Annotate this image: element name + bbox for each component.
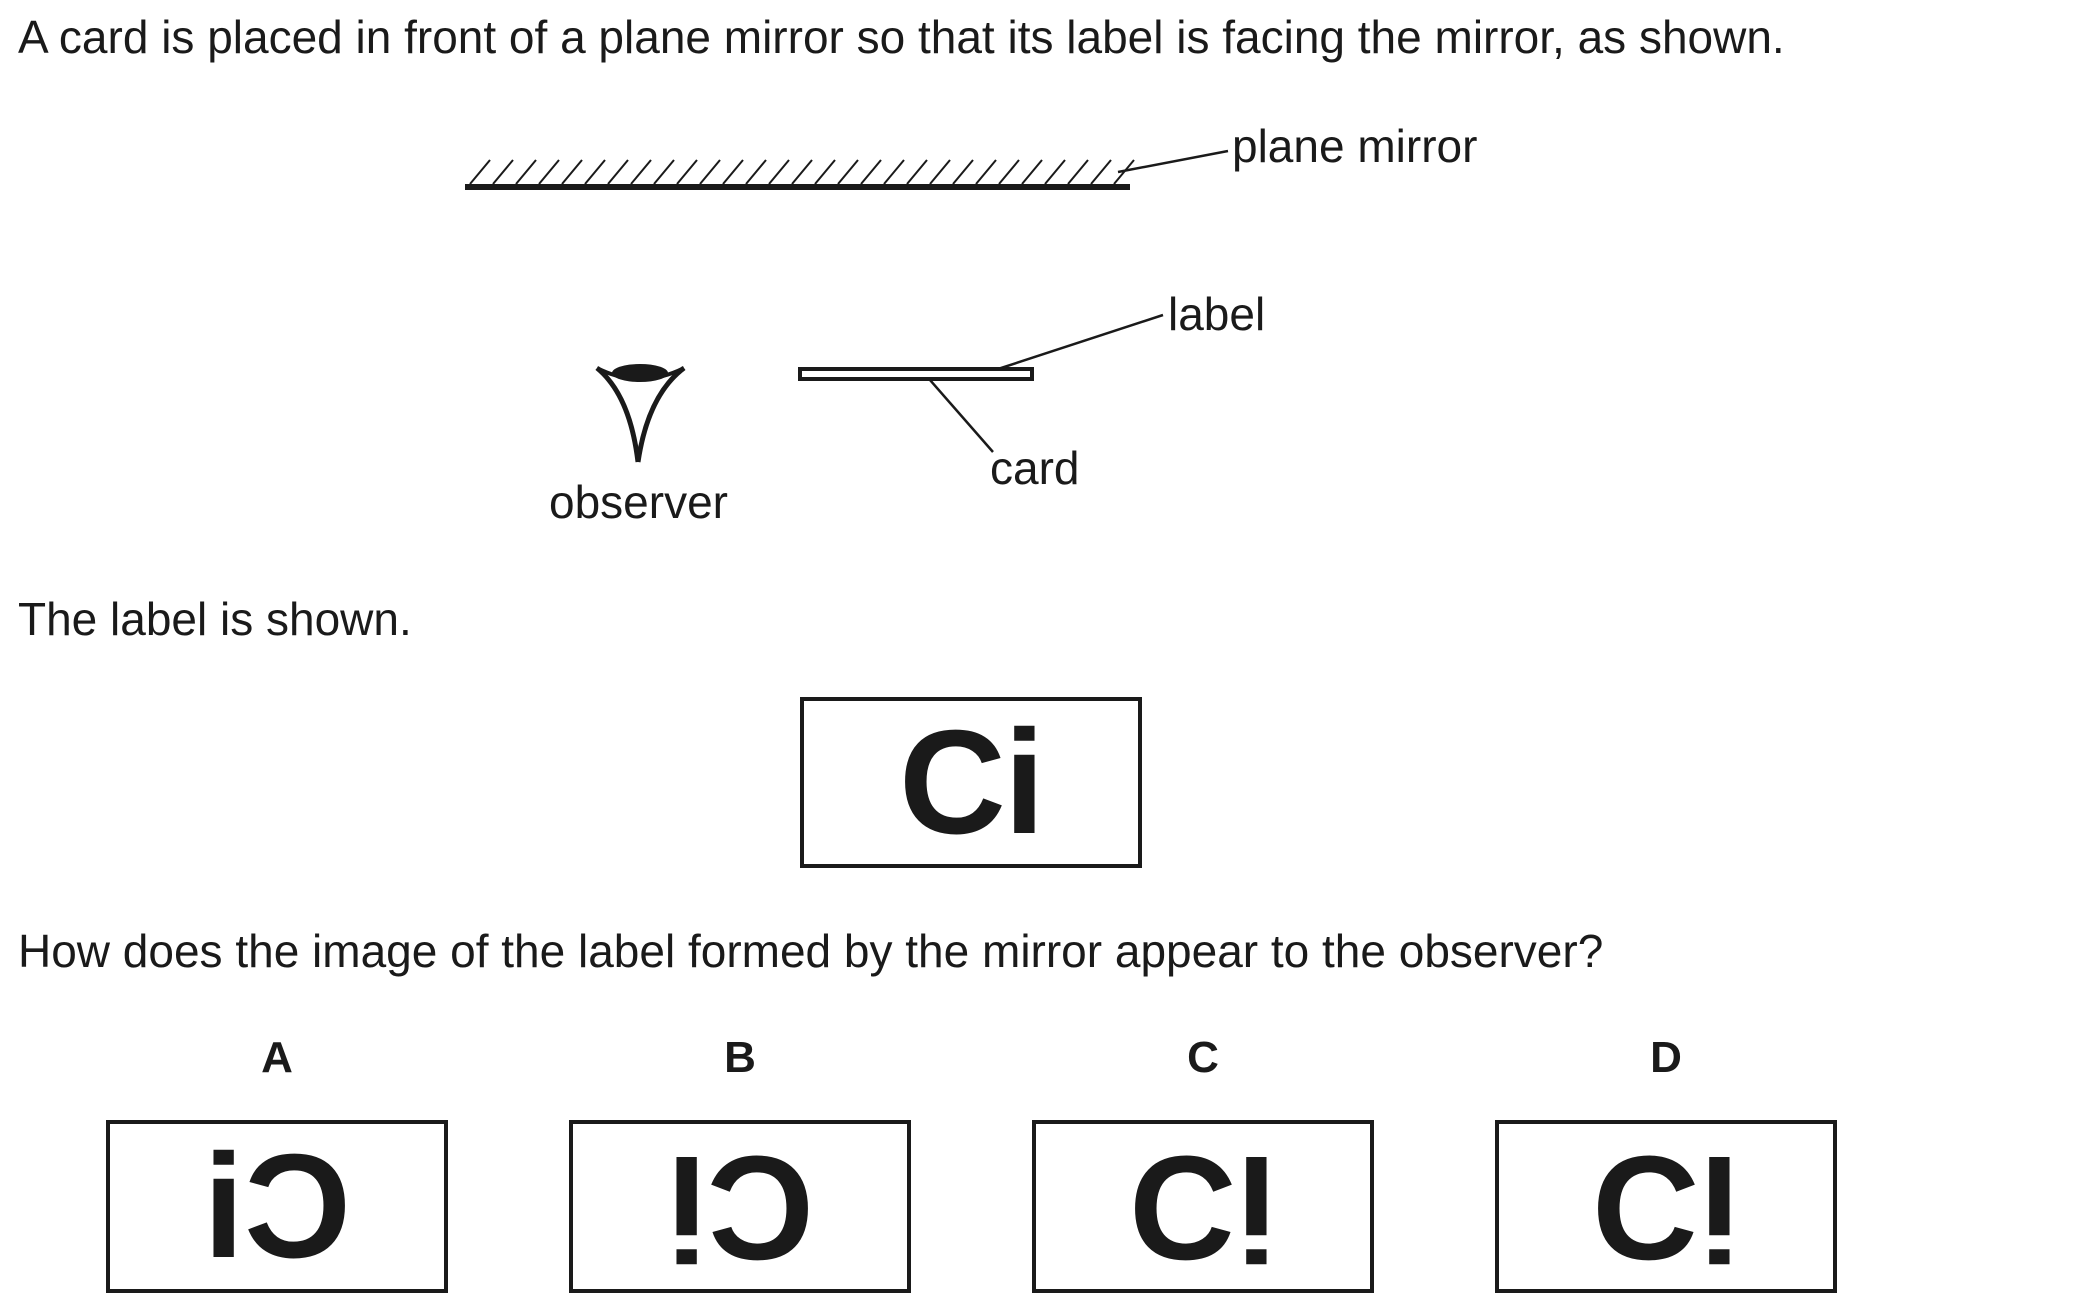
mirror-hatch [999,160,1019,184]
option-c-letter: C [1187,1033,1219,1082]
label-shown-text: The label is shown. [18,593,412,645]
observer-eye-icon [597,364,684,462]
card-label: card [990,442,1080,494]
mirror-hatch [677,160,697,184]
mirror-hatch [792,160,812,184]
mirror-diagram [0,0,2100,560]
mirror-hatch [976,160,996,184]
mirror-hatch [1045,160,1065,184]
option-d-card[interactable] [1495,1120,1837,1293]
mirror-hatch [493,160,513,184]
mirror-hatch [815,160,835,184]
option-d-letter: D [1650,1033,1682,1082]
mirror-hatch [1091,160,1111,184]
mirror-hatch [746,160,766,184]
card-leader-line [930,380,993,452]
option-a-card[interactable] [106,1120,448,1293]
mirror-hatch [723,160,743,184]
plane-mirror-label: plane mirror [1232,120,1478,172]
mirror-hatch [700,160,720,184]
mirror-hatch [608,160,628,184]
option-b-letter: B [724,1033,756,1082]
label-label: label [1168,288,1266,340]
mirror-hatch [631,160,651,184]
mirror-hatch [1068,160,1088,184]
mirror-hatch [861,160,881,184]
option-d-text: Ci [1592,1124,1740,1290]
mirror-leader-line [1118,151,1228,172]
mirror-hatch [884,160,904,184]
option-c-text: Ci [1129,1124,1277,1290]
question-prompt: How does the image of the label formed by the mirror appear to the observer? [18,925,1604,977]
label-card-text: Ci [899,699,1043,865]
mirror-hatch [953,160,973,184]
mirror-hatch [539,160,559,184]
mirror-hatch [585,160,605,184]
option-b-card[interactable] [569,1120,911,1293]
mirror-hatch [516,160,536,184]
option-a-letter: A [261,1033,293,1082]
mirror-hatch [470,160,490,184]
label-leader-line [998,315,1163,369]
option-b-text: Ci [666,1124,814,1290]
mirror-hatch [838,160,858,184]
plane-mirror [465,160,1134,187]
mirror-hatch [562,160,582,184]
card-shape [800,369,1032,379]
option-a-text: Ci [203,1123,351,1289]
mirror-hatch [654,160,674,184]
mirror-hatch [769,160,789,184]
mirror-hatch [907,160,927,184]
option-c-card[interactable] [1032,1120,1374,1293]
label-card [800,697,1142,868]
mirror-hatch [1022,160,1042,184]
observer-label: observer [549,476,728,528]
question-intro: A card is placed in front of a plane mirror so that its label is facing the mirror, as shown. [18,11,1785,63]
mirror-hatch [930,160,950,184]
